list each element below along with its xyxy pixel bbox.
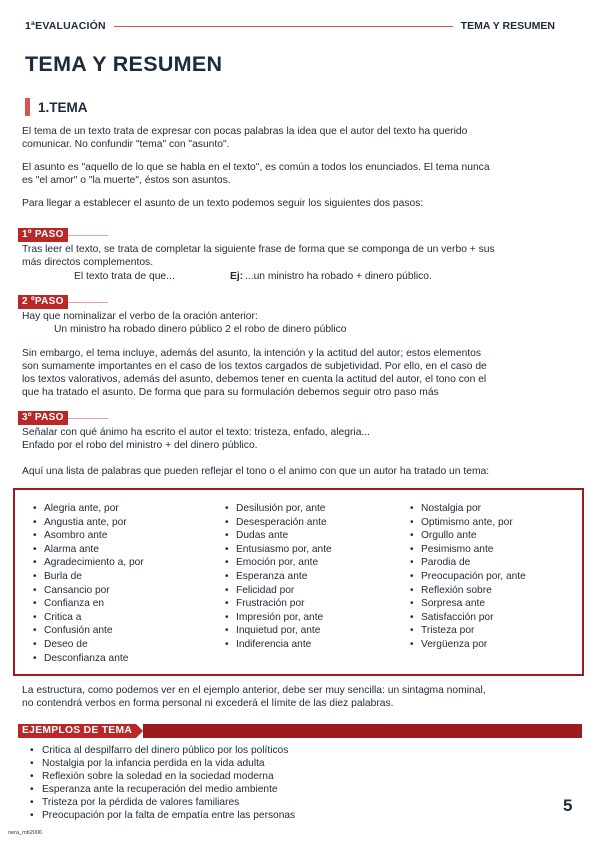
list-item: • Esperanza ante la recuperación del medio ambiente	[30, 784, 295, 797]
step-1-example: ...un ministro ha robado + dinero público.	[245, 271, 432, 282]
list-item: • Entusiasmo por, ante	[225, 543, 332, 557]
list-item: • Preocupación por, ante	[410, 570, 526, 584]
list-item: • Deseo de	[33, 638, 144, 652]
list-item: • Reflexión sobre la soledad en la sociedad moderna	[30, 771, 295, 784]
header-divider	[114, 26, 453, 27]
list-item: • Optimismo ante, por	[410, 516, 526, 530]
examples-heading-arrow	[136, 724, 143, 738]
list-item: • Confianza en	[33, 597, 144, 611]
list-item: • Desconfianza ante	[33, 652, 144, 666]
list-item: • Desilusión por, ante	[225, 502, 332, 516]
step-1-example-label: Ej:	[230, 271, 244, 282]
page-number: 5	[563, 796, 573, 815]
list-item: • Cansancio por	[33, 584, 144, 598]
list-item: • Frustración por	[225, 597, 332, 611]
page-header	[25, 19, 555, 33]
list-item: • Burla de	[33, 570, 144, 584]
word-list-intro: Aquí una lista de palabras que pueden reflejar el tono o el animo con que un autor ha tratado un tema:	[22, 466, 490, 477]
list-item: • Agradecimiento a, por	[33, 556, 144, 570]
step-2-label: 2 ºPASO	[18, 295, 108, 309]
list-item: • Emoción por, ante	[225, 556, 332, 570]
list-item: • Sorpresa ante	[410, 597, 526, 611]
list-item: • Alegria ante, por	[33, 502, 144, 516]
step-1-text: Tras leer el texto, se trata de completar la siguiente frase de forma que se componga de un verbo + sus más directos complementos.	[22, 244, 495, 268]
list-item: • Nostalgia por la infancia perdida en la vida adulta	[30, 758, 295, 771]
list-item: • Critica a	[33, 611, 144, 625]
step-1-template: El texto trata de que...	[74, 271, 175, 282]
header-evaluation-label: 1ªEVALUACIÓN	[25, 20, 106, 32]
list-item: • Tristeza por la pérdida de valores familiares	[30, 797, 295, 810]
step-3-text: Señalar con qué ánimo ha escrito el autor el texto: tristeza, enfado, alegria... Enfado por el robo del ministro + del dinero público.	[22, 427, 371, 451]
list-item: • Satisfacción por	[410, 611, 526, 625]
list-item: • Vergüenza por	[410, 638, 526, 652]
list-item: • Reflexión sobre	[410, 584, 526, 598]
list-item: • Esperanza ante	[225, 570, 332, 584]
word-list-column-1	[33, 502, 144, 665]
step-2-example: Un ministro ha robado dinero público 2 el robo de dinero público	[54, 324, 347, 335]
list-item: • Indiferencia ante	[225, 638, 332, 652]
examples-list	[30, 745, 295, 822]
list-item: • Nostalgia por	[410, 502, 526, 516]
examples-heading	[18, 724, 582, 738]
list-item: • Parodia de	[410, 556, 526, 570]
footer-id: nera_mb2006	[8, 830, 42, 836]
list-item: • Dudas ante	[225, 529, 332, 543]
list-item: • Tristeza por	[410, 624, 526, 638]
intro-paragraph-2: El asunto es "aquello de lo que se habla en el texto", es común a todos los enunciados. El tema nunca es "el amor" o "la muerte", éstos son asuntos.	[22, 162, 490, 186]
structure-paragraph: La estructura, como podemos ver en el ejemplo anterior, debe ser muy sencilla: un sintagma nominal, no contendrá verbos en forma personal ni excederá el límite de las diez palabras.	[22, 685, 486, 709]
section-title: 1.TEMA	[38, 99, 88, 115]
header-topic-label: TEMA Y RESUMEN	[460, 20, 555, 32]
list-item: • Confusión ante	[33, 624, 144, 638]
list-item: • Impresión por, ante	[225, 611, 332, 625]
intro-paragraph-1: El tema de un texto trata de expresar con pocas palabras la idea que el autor del texto ha querido comunicar. No confundir "tema" con "asunto".	[22, 126, 468, 150]
page-title: TEMA Y RESUMEN	[25, 52, 223, 76]
tone-word-list-box	[13, 488, 584, 676]
list-item: • Critica al despilfarro del dinero público por los políticos	[30, 745, 295, 758]
list-item: • Orgullo ante	[410, 529, 526, 543]
word-list-column-3	[410, 502, 526, 652]
list-item: • Angustia ante, por	[33, 516, 144, 530]
list-item: • Inquietud por, ante	[225, 624, 332, 638]
step-1-label: 1º PASO	[18, 228, 108, 242]
step-2-explanation: Sin embargo, el tema incluye, además del asunto, la intención y la actitud del autor; estos elementos son sumamente importantes en el caso de los textos cargados de subjetividad. Por ello, en el caso de los textos valorativos, además del asunto, debemos tener en cuenta la actitud del autor, el tono con el que ha tratado el asunto. De forma que para su formulación debemos seguir otro paso más	[22, 348, 487, 398]
list-item: • Pesimismo ante	[410, 543, 526, 557]
step-2-text: Hay que nominalizar el verbo de la oración anterior:	[22, 311, 258, 322]
word-list-column-2	[225, 502, 332, 652]
list-item: • Desesperación ante	[225, 516, 332, 530]
section-accent-bar	[25, 98, 30, 116]
section-heading-tema	[25, 98, 88, 116]
step-3-label: 3º PASO	[18, 411, 108, 425]
list-item: • Preocupación por la falta de empatía entre las personas	[30, 810, 295, 823]
examples-title: EJEMPLOS DE TEMA	[18, 724, 136, 738]
examples-heading-band	[143, 724, 582, 738]
intro-paragraph-3: Para llegar a establecer el asunto de un texto podemos seguir los siguientes dos pasos:	[22, 198, 424, 209]
list-item: • Asombro ante	[33, 529, 144, 543]
list-item: • Felicidad por	[225, 584, 332, 598]
list-item: • Alarma ante	[33, 543, 144, 557]
